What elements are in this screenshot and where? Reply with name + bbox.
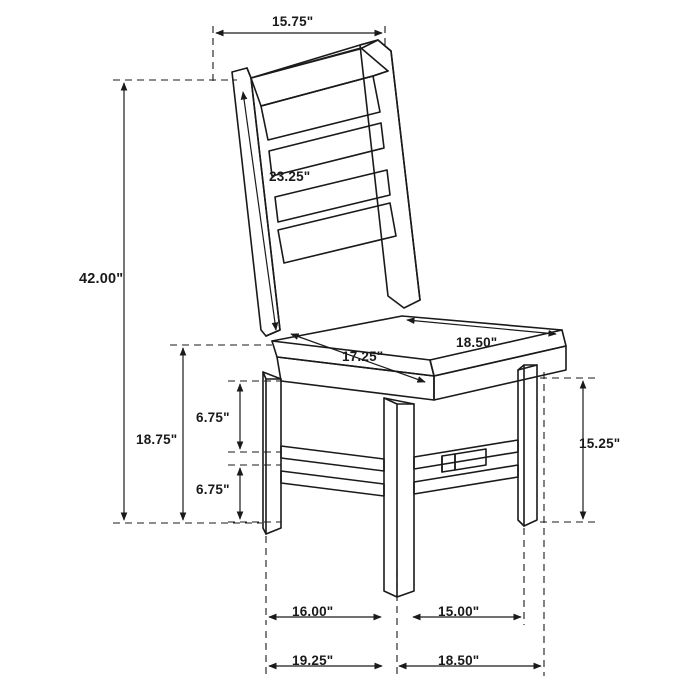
dimension-label-overall-width: 18.50" — [438, 653, 480, 668]
right-rear-leg — [518, 365, 537, 526]
dimension-label-back-height: 23.25" — [269, 169, 311, 184]
right-side-lower-stretcher — [414, 465, 518, 494]
dimension-label-overall-depth: 19.25" — [292, 653, 334, 668]
dimension-label-seat-depth: 17.25" — [342, 349, 384, 364]
back-left-post — [232, 68, 280, 336]
right-side-stretcher — [414, 440, 518, 469]
dimension-label-side-leg-spread: 15.00" — [438, 604, 480, 619]
dimension-label-stretcher-height: 15.25" — [579, 436, 621, 451]
left-side-lower-stretcher — [281, 471, 384, 496]
dimension-label-seat-height: 18.75" — [136, 432, 178, 447]
dimension-label-back-top-width: 15.75" — [272, 14, 314, 29]
dimension-label-overall-height: 42.00" — [79, 271, 124, 287]
left-side-stretcher — [281, 446, 384, 471]
seat-top — [272, 316, 562, 360]
dimension-label-seat-width: 18.50" — [456, 335, 498, 350]
front-center-leg — [384, 398, 414, 597]
seat-right-edge — [430, 330, 566, 376]
dimension-label-front-leg-spread: 16.00" — [292, 604, 334, 619]
chair-geometry — [232, 40, 566, 597]
back-top-panel — [261, 76, 380, 140]
dimension-label-lower-rail-gap: 6.75" — [196, 482, 230, 497]
dimension-label-upper-rail-gap: 6.75" — [196, 410, 230, 425]
